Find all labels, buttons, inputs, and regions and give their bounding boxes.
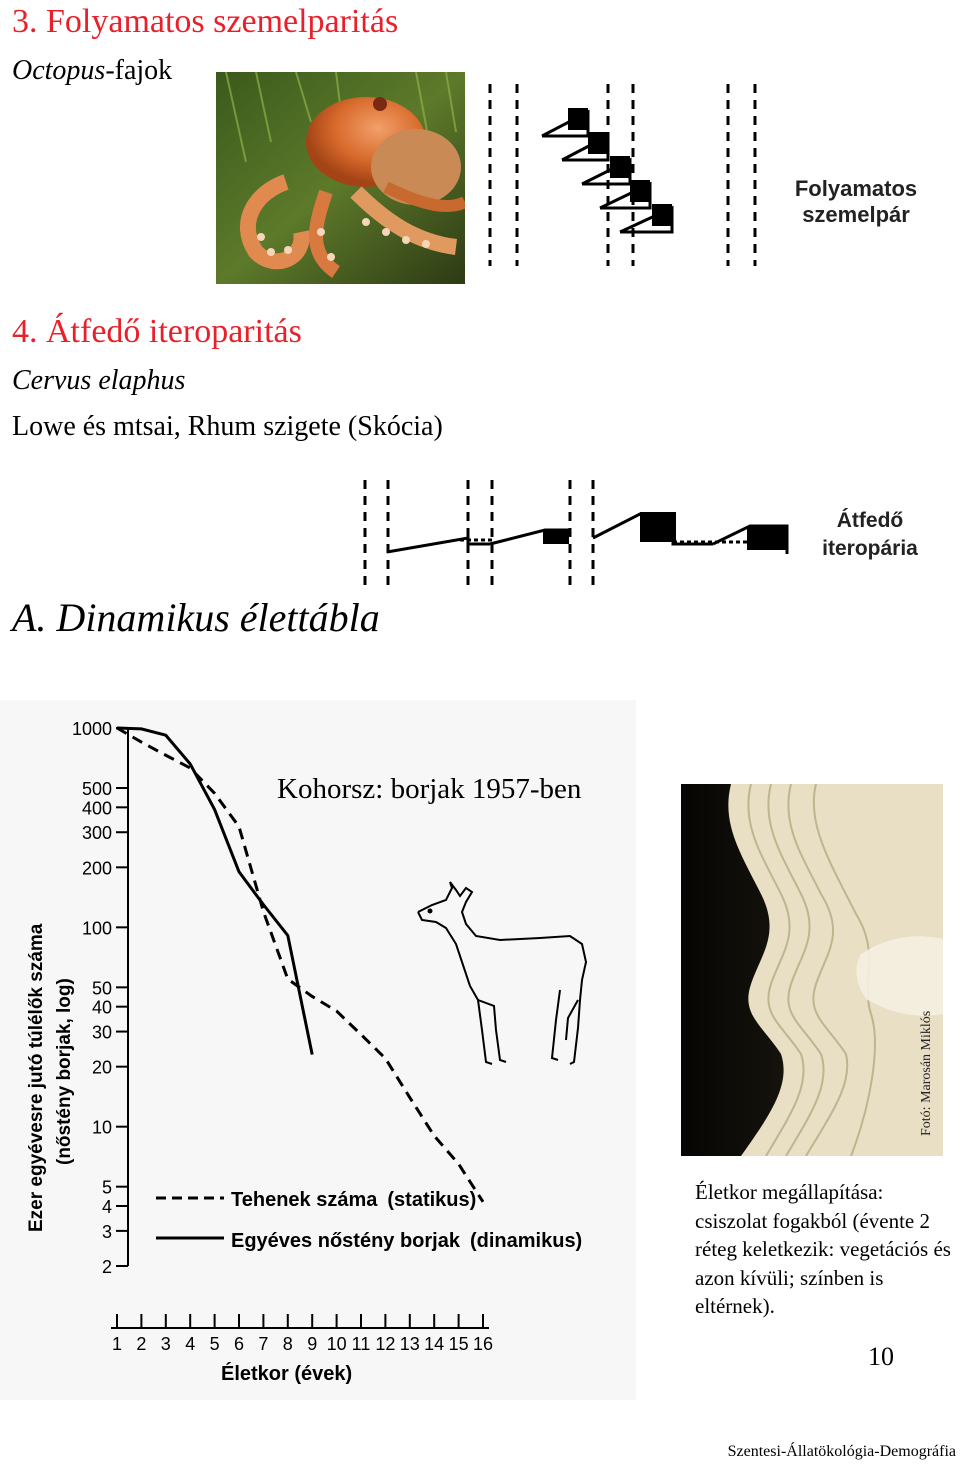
y-axis-label-line2: (nőstény borjak, log) <box>54 978 75 1165</box>
y-tick-label-500: 500 <box>81 779 112 800</box>
y-tick-label-400: 400 <box>81 798 112 819</box>
octopus-species-line <box>12 54 172 88</box>
y-tick-label-200: 200 <box>81 858 112 879</box>
section-4-heading: 4. Átfedő iteroparitás <box>12 313 302 350</box>
continuous-semelparity-diagram <box>480 76 942 268</box>
legend-label-static: Tehenek száma (statikus) <box>231 1189 477 1211</box>
y-tick-label-100: 100 <box>81 918 112 939</box>
legend-label-dynamic: Egyéves nőstény borjak (dinamikus) <box>231 1230 583 1252</box>
x-tick-label-10: 10 <box>326 1334 347 1354</box>
overlap-label-1: Átfedő <box>836 509 904 532</box>
life-table-chart <box>0 700 636 1400</box>
footer: Szentesi-Állatökológia-Demográfia <box>727 1443 956 1460</box>
photo-credit: Fotó: Marosán Miklós <box>919 1010 934 1136</box>
life-table-chart-svg <box>0 700 636 1400</box>
y-tick-label-10: 10 <box>91 1117 112 1138</box>
y-tick-label-20: 20 <box>91 1057 112 1078</box>
y-tick-label-300: 300 <box>81 823 112 844</box>
page-number: 10 <box>868 1342 894 1371</box>
y-tick-label-50: 50 <box>91 978 112 999</box>
legend <box>156 1189 582 1252</box>
y-tick-label-40: 40 <box>91 997 112 1018</box>
cervus-species: Cervus elaphus <box>12 365 186 396</box>
y-tick-label-30: 30 <box>91 1022 112 1043</box>
data-source: Lowe és mtsai, Rhum szigete (Skócia) <box>12 411 443 442</box>
section-a-heading: A. Dinamikus élettábla <box>12 595 380 640</box>
x-tick-label-3: 3 <box>160 1334 171 1354</box>
x-tick-label-1: 1 <box>111 1334 123 1354</box>
x-tick-label-9: 9 <box>307 1334 318 1354</box>
continuous-label-1: Folyamatos <box>794 176 918 201</box>
x-tick-label-4: 4 <box>185 1334 196 1354</box>
x-tick-label-6: 6 <box>233 1334 245 1354</box>
y-tick-label-4: 4 <box>101 1196 112 1217</box>
x-tick-label-16: 16 <box>472 1334 494 1354</box>
y-tick-label-1000: 1000 <box>71 719 112 739</box>
tooth-caption: Életkor megállapítása: csiszolat fogakból (évente 2 réteg keletkezik: vegetációs és azon kívüli; színben is eltérnek). <box>695 1180 951 1318</box>
x-tick-label-12: 12 <box>375 1334 396 1354</box>
y-tick-label-3: 3 <box>101 1221 112 1242</box>
x-tick-label-13: 13 <box>399 1334 420 1354</box>
overlap-label-2: iteropária <box>822 537 918 560</box>
tooth-section-photo <box>681 784 943 1156</box>
y-tick-label-5: 5 <box>101 1177 112 1198</box>
y-tick-label-2: 2 <box>101 1257 112 1277</box>
octopus-suffix: -fajok <box>105 55 173 86</box>
y-axis <box>72 719 128 1277</box>
deer-illustration <box>418 882 586 1064</box>
x-tick-label-15: 15 <box>448 1334 469 1354</box>
y-axis-label-line1: Ezer egyévesre jutó túlélők száma <box>26 923 47 1232</box>
x-tick-label-11: 11 <box>351 1334 371 1354</box>
octopus-photo <box>216 72 465 284</box>
octopus-genus: Octopus <box>12 55 106 86</box>
x-axis-label: Életkor (évek) <box>221 1363 353 1385</box>
overlapping-iteroparity-diagram <box>355 476 947 592</box>
x-tick-label-8: 8 <box>282 1334 293 1354</box>
x-axis <box>111 1314 493 1354</box>
x-tick-label-2: 2 <box>136 1334 147 1354</box>
section-3-heading: 3. Folyamatos szemelparitás <box>12 3 399 40</box>
x-tick-label-14: 14 <box>424 1334 445 1354</box>
chart-title: Kohorsz: borjak 1957-ben <box>277 773 582 805</box>
x-tick-label-5: 5 <box>209 1334 220 1354</box>
continuous-label-2: szemelpár <box>802 202 910 227</box>
x-tick-label-7: 7 <box>258 1334 269 1354</box>
